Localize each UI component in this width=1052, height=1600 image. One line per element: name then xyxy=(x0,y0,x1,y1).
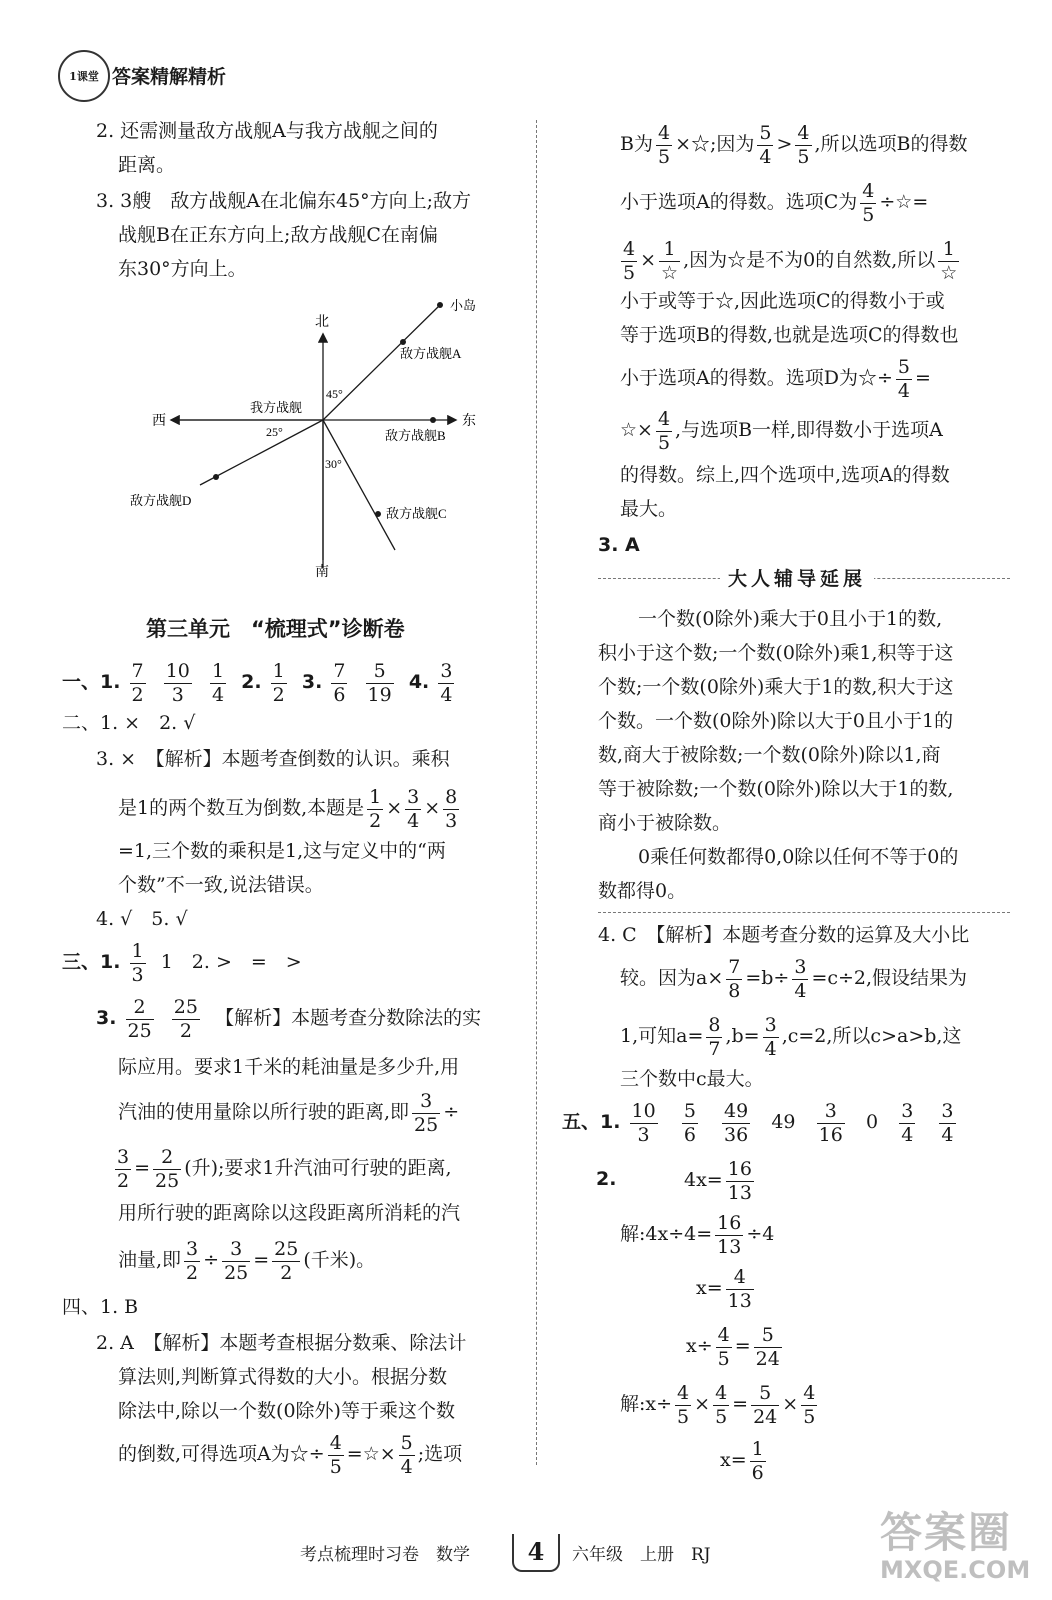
fraction: $\frac{5}{19}$ xyxy=(367,659,392,706)
east-label: 东 xyxy=(462,414,476,429)
answer-line: 等于选项B的得数,也就是选项C的得数也 xyxy=(620,324,959,346)
equation-line: 解:x÷ $\frac{4}{5}$ × $\frac{4}{5}$ = $\frac{5}{24}$ × $\frac{4}{5}$ xyxy=(620,1381,816,1428)
equation-line: x= $\frac{4}{13}$ xyxy=(696,1265,752,1312)
answer-line: 个数”不一致,说法错误。 xyxy=(118,874,324,896)
answer-line: 除法中,除以一个数(0除外)等于乘这个数 xyxy=(118,1400,455,1422)
footer-right: 六年级 上册 RJ xyxy=(572,1545,711,1565)
direction-diagram xyxy=(120,290,520,580)
answer-line: 较。因为a× $\frac{7}{8}$ =b÷ $\frac{3}{4}$ =c÷2,假设结果为 xyxy=(620,955,968,1002)
footer-left: 考点梳理时习卷 数学 xyxy=(300,1545,470,1565)
answer-line: ☆× $\frac{4}{5}$ ,与选项B一样,即得数小于选项A xyxy=(620,407,943,454)
ship-b-label: 敌方战舰B xyxy=(385,428,446,443)
angle-30: 30° xyxy=(325,457,342,471)
section-5-answers: 五、1. $\frac{10}{3}$ $\frac{5}{6}$ $\frac{49}{36}$ 49 $\frac{3}{16}$ 0 $\frac{3}{4}$ $\frac{3}{4}$ xyxy=(562,1099,954,1146)
south-label: 南 xyxy=(315,565,329,580)
answer-line: 3. A xyxy=(598,534,640,556)
answer-line: 际应用。要求1千米的耗油量是多少升,用 xyxy=(118,1056,460,1078)
answer-line: 最大。 xyxy=(620,498,678,520)
answer-line: 东30°方向上。 xyxy=(118,258,247,280)
equation-line: 4x= $\frac{16}{13}$ xyxy=(684,1157,752,1204)
answer-line: 小于选项A的得数。选项D为☆÷ $\frac{5}{4}$ = xyxy=(620,355,931,402)
answer-line: 的得数。综上,四个选项中,选项A的得数 xyxy=(620,464,950,486)
angle-45: 45° xyxy=(326,387,343,401)
tutor-text: 一个数(0除外)乘大于0且小于1的数, xyxy=(638,608,943,630)
fraction: $\frac{7}{2}$ xyxy=(131,659,144,706)
answer-line: 油量,即 $\frac{3}{2}$ ÷ $\frac{3}{25}$ = $\frac{25}{2}$ (千米)。 xyxy=(118,1237,376,1284)
answer-line: 3. 3艘 敌方战舰A在北偏东45°方向上;敌方 xyxy=(96,190,472,212)
tutor-text: 个数。一个数(0除外)除以大于0且小于1的 xyxy=(598,710,954,732)
ship-c-label: 敌方战舰C xyxy=(386,506,447,521)
equation-line: x÷ $\frac{4}{5}$ = $\frac{5}{24}$ xyxy=(686,1323,780,1370)
header-title: 答案精解精析 xyxy=(112,66,227,88)
west-label: 西 xyxy=(152,414,166,429)
answer-line: $\frac{3}{2}$ = $\frac{2}{25}$ (升);要求1升汽油可行驶的距离, xyxy=(117,1145,452,1192)
tutor-text: 商小于被除数。 xyxy=(598,812,732,834)
fraction: $\frac{1}{4}$ xyxy=(211,659,225,706)
fraction: $\frac{10}{3}$ xyxy=(165,659,190,706)
answer-line: 小于或等于☆,因此选项C的得数小于或 xyxy=(620,290,945,312)
section-3-answers: 三、1. $\frac{1}{3}$ 1 2. > = > xyxy=(62,939,302,986)
answer-line: 3. $\frac{2}{25}$ $\frac{25}{2}$ 【解析】本题考查分数除法的实 xyxy=(96,995,482,1042)
equation-line: x= $\frac{1}{6}$ xyxy=(720,1437,764,1484)
section-1-answers: 一、1. $\frac{7}{2}$ $\frac{10}{3}$ $\frac{1}{4}$ 2. $\frac{1}{2}$ 3. $\frac{7}{6}$ $\frac{5}{19}$ 4. $\frac{3}{4}$ xyxy=(62,659,453,706)
ship-a-label: 敌方战舰A xyxy=(400,346,462,361)
answer-line: 用所行驶的距离除以这段距离所消耗的汽 xyxy=(118,1202,461,1224)
tutor-box-bottom-border xyxy=(598,912,1010,913)
answer-line: $\frac{4}{5}$ × $\frac{1}{☆}$ ,因为☆是不为0的自然数,所以 $\frac{1}{☆}$ xyxy=(623,237,958,284)
north-label: 北 xyxy=(315,315,329,330)
section-title: 第三单元 “梳理式”诊断卷 xyxy=(146,617,405,641)
answer-line: 3. × 【解析】本题考查倒数的认识。乘积 xyxy=(96,748,450,770)
fraction: $\frac{1}{2}$ xyxy=(272,659,285,706)
answer-line: 距离。 xyxy=(118,154,176,176)
fraction: $\frac{3}{4}$ xyxy=(440,659,453,706)
page-number: 4 xyxy=(512,1534,560,1572)
answer-line: 的倒数,可得选项A为☆÷ $\frac{4}{5}$ =☆× $\frac{5}{4}$ ;选项 xyxy=(118,1431,463,1478)
fraction: $\frac{7}{6}$ xyxy=(333,659,346,706)
ship-d-label: 敌方战舰D xyxy=(130,493,192,508)
answer-line: 1,可知a= $\frac{8}{7}$ ,b= $\frac{3}{4}$ ,c=2,所以c>a>b,这 xyxy=(620,1013,962,1060)
answer-line: 三个数中c最大。 xyxy=(620,1068,764,1090)
answer-line: 4. C 【解析】本题考查分数的运算及大小比 xyxy=(598,924,970,946)
island-label: 小岛 xyxy=(450,298,477,313)
answer-line: 是1的两个数互为倒数,本题是 $\frac{1}{2}$ × $\frac{3}{4}$ × $\frac{8}{3}$ xyxy=(118,785,458,832)
logo: 1课堂 xyxy=(58,50,110,102)
tutor-text: 等于被除数;一个数(0除外)除以大于1的数, xyxy=(598,778,954,800)
angle-25: 25° xyxy=(266,425,283,439)
answer-line: 4. √ 5. √ xyxy=(96,908,188,930)
equation-line: 解:4x÷4= $\frac{16}{13}$ ÷4 xyxy=(620,1211,775,1258)
answer-line: 小于选项A的得数。选项C为 $\frac{4}{5}$ ÷☆= xyxy=(620,179,929,226)
section-4-answers: 四、1. B xyxy=(62,1296,139,1318)
section-2-answers: 二、1. × 2. √ xyxy=(62,712,196,734)
answer-line: 算法则,判断算式得数的大小。根据分数 xyxy=(118,1366,448,1388)
answer-label: 2. xyxy=(596,1168,617,1190)
tutor-text: 数,商大于被除数;一个数(0除外)除以1,商 xyxy=(598,744,941,766)
column-divider xyxy=(536,120,537,1465)
tutor-text: 个数;一个数(0除外)乘大于1的数,积大于这 xyxy=(598,676,954,698)
our-ship-label: 我方战舰 xyxy=(250,400,303,415)
tutor-box-title: 大人辅导延展 xyxy=(720,564,874,594)
answer-line: 2. A 【解析】本题考查根据分数乘、除法计 xyxy=(96,1332,467,1354)
watermark: 答案圈 MXQE.COM xyxy=(880,1508,1031,1584)
answer-line: 战舰B在正东方向上;敌方战舰C在南偏 xyxy=(118,224,438,246)
answer-line: 2. 还需测量敌方战舰A与我方战舰之间的 xyxy=(96,120,438,142)
tutor-text: 0乘任何数都得0,0除以任何不等于0的 xyxy=(638,846,959,868)
tutor-text: 数都得0。 xyxy=(598,880,687,902)
answer-line: 汽油的使用量除以所行驶的距离,即 $\frac{3}{25}$ ÷ xyxy=(118,1089,460,1136)
tutor-text: 积小于这个数;一个数(0除外)乘1,积等于这 xyxy=(598,642,954,664)
answer-line: B为 $\frac{4}{5}$ ×☆;因为 $\frac{5}{4}$ > $\frac{4}{5}$ ,所以选项B的得数 xyxy=(620,121,968,168)
answer-line: =1,三个数的乘积是1,这与定义中的“两 xyxy=(118,840,446,862)
